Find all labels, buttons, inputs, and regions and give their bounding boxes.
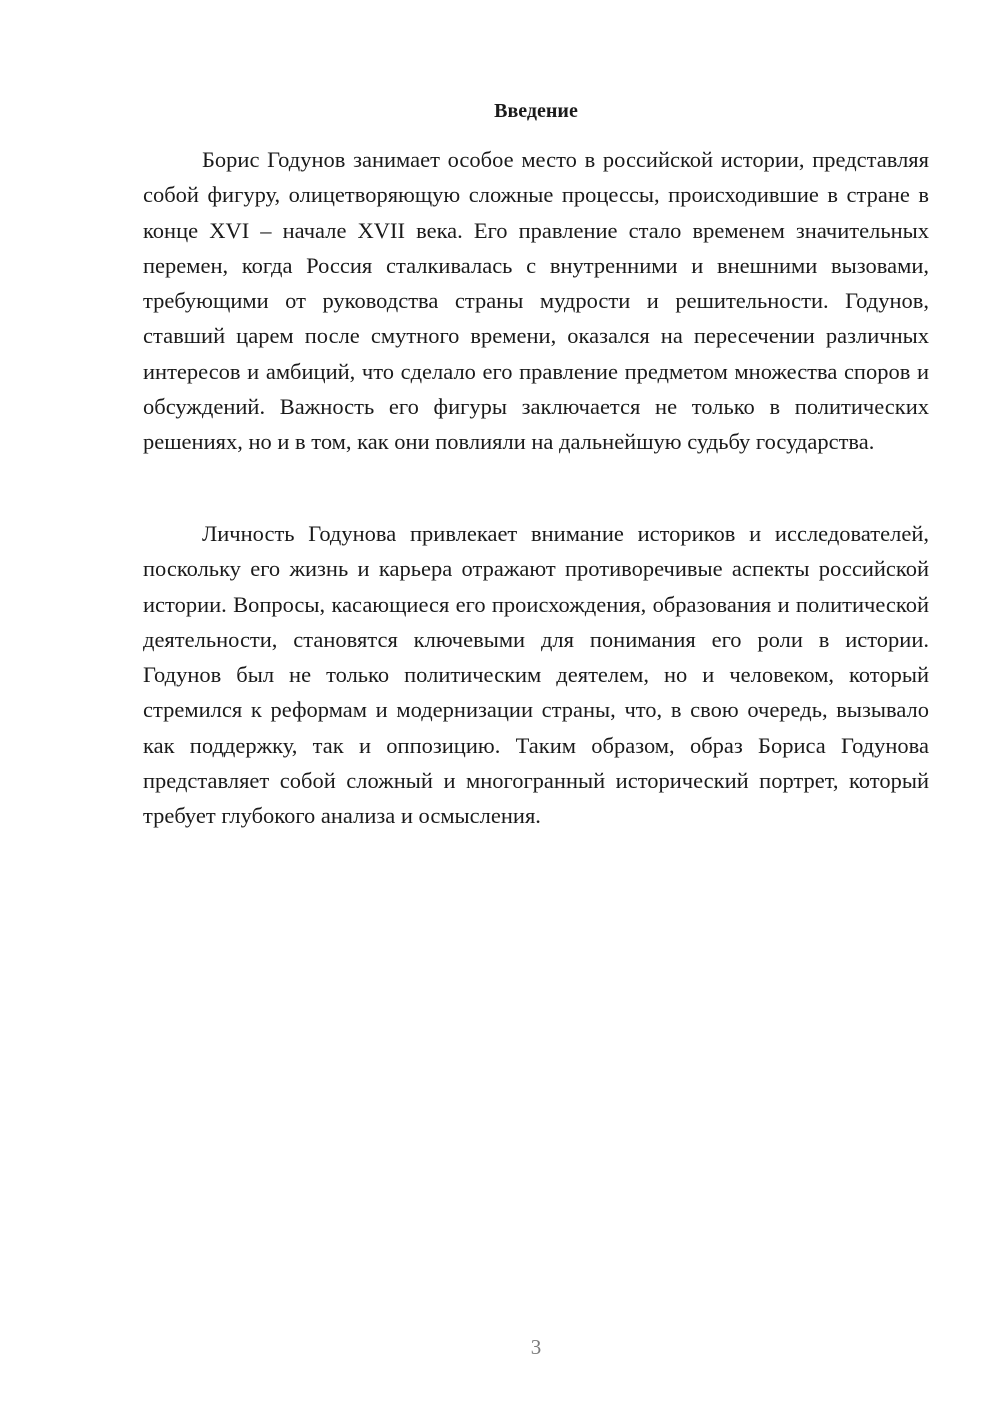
page-number: 3: [530, 1335, 542, 1359]
paragraph-2: Личность Годунова привлекает внимание историков и исследователей, поскольку его жизнь и карьера отражают противоречивые аспекты российской истории. Вопросы, касающиеся его происхождения, образования и политической деятельности, становятся ключевыми для понимания его роли в истории. Годунов был не только политическим деятелем, но и человеком, который стремился к реформам и модернизации страны, что, в свою очередь, вызывало как поддержку, так и оппозицию. Таким образом, образ Бориса Годунова представляет собой сложный и многогранный исторический портрет, который требует глубокого анализа и осмысления.: [143, 521, 929, 829]
section-heading: Введение: [494, 100, 578, 122]
paragraph-1: Борис Годунов занимает особое место в российской истории, представляя собой фигуру, олицетворяющую сложные процессы, происходившие в стране в конце XVI – начале XVII века. Его правление стало временем значительных перемен, когда Россия сталкивалась с внутренними и внешними вызовами, требующими от руководства страны мудрости и решительности. Годунов, ставший царем после смутного времени, оказался на пересечении различных интересов и амбиций, что сделало его правление предметом множества споров и обсуждений. Важность его фигуры заключается не только в политических решениях, но и в том, как они повлияли на дальнейшую судьбу государства.: [143, 147, 929, 455]
paragraph-1-block: [143, 142, 929, 460]
paragraph-2-block: [143, 516, 929, 834]
